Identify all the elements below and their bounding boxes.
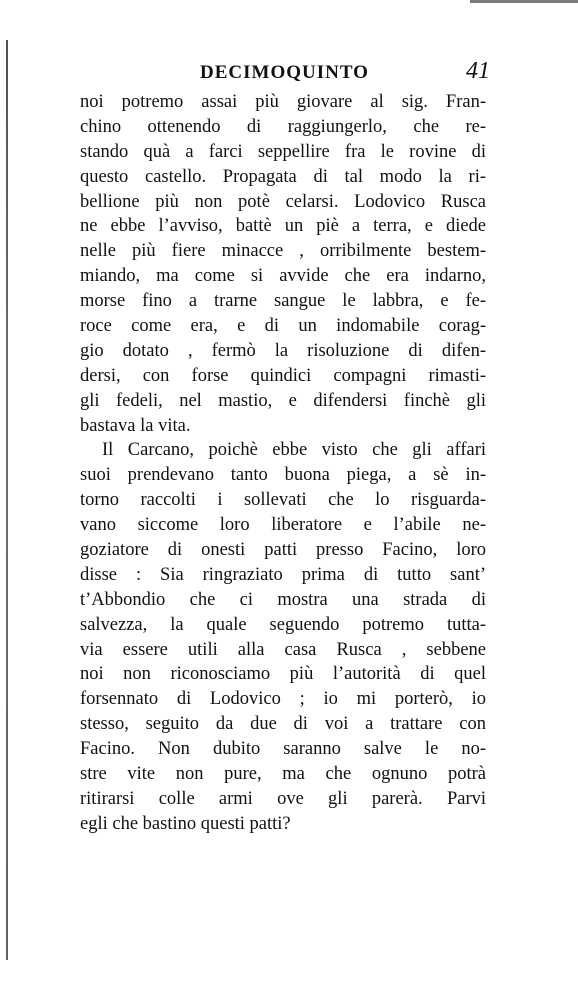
text-line: ritirarsi colle armi ove gli parerà. Parvi [80, 788, 486, 809]
text-line: gio dotato , fermò la risoluzione di difen- [80, 340, 486, 361]
page-edge-shadow [6, 40, 8, 960]
page-top-edge [470, 0, 578, 3]
page-number: 41 [466, 58, 490, 84]
text-line: bastava la vita. [80, 415, 191, 436]
text-line: morse fino a trarne sangue le labbra, e fe- [80, 291, 486, 312]
text-line: stre vite non pure, ma che ognuno potrà [80, 764, 486, 785]
paragraph-1 [80, 90, 486, 438]
text-line: vano siccome loro liberatore e l’abile ne- [80, 515, 486, 536]
text-line: torno raccolti i sollevati che lo risguarda- [80, 490, 486, 511]
text-line: via essere utili alla casa Rusca , sebbene [80, 639, 486, 660]
text-line: disse : Sia ringraziato prima di tutto sant’ [80, 564, 486, 585]
text-line: nelle più fiere minacce , orribilmente bestem- [80, 241, 486, 262]
body-text [80, 90, 486, 837]
text-line: gli fedeli, nel mastio, e difendersi finchè gli [80, 390, 486, 411]
running-title: DECIMOQUINTO [200, 62, 369, 83]
text-line: ne ebbe l’avviso, battè un piè a terra, e diede [80, 216, 486, 237]
text-line: chino ottenendo di raggiungerlo, che re- [80, 116, 486, 137]
text-line: t’Abbondio che ci mostra una strada di [80, 589, 486, 610]
text-line: Il Carcano, poichè ebbe visto che gli affari [102, 440, 486, 461]
text-line: miando, ma come si avvide che era indarno, [80, 266, 486, 287]
text-line: suoi prendevano tanto buona piega, a sè in- [80, 465, 486, 486]
text-line: questo castello. Propagata di tal modo la ri- [80, 166, 486, 187]
text-line: goziatore di onesti patti presso Facino, loro [80, 540, 486, 561]
text-line: noi potremo assai più giovare al sig. Fran- [80, 92, 486, 112]
text-line: egli che bastino questi patti? [80, 813, 291, 834]
text-line: stesso, seguito da due di voi a trattare con [80, 714, 486, 735]
text-line: salvezza, la quale seguendo potremo tutta- [80, 614, 486, 635]
text-line: bellione più non potè celarsi. Lodovico Rusca [80, 191, 486, 212]
text-line: Facino. Non dubito saranno salve le no- [80, 739, 486, 760]
paragraph-2 [80, 438, 486, 836]
text-line: roce come era, e di un indomabile corag- [80, 316, 486, 337]
running-head [80, 58, 490, 88]
text-line: forsennato di Lodovico ; io mi porterò, io [80, 689, 486, 710]
text-line: noi non riconosciamo più l’autorità di quel [80, 664, 486, 685]
text-line: stando quà a farci seppellire fra le rovine di [80, 141, 486, 162]
text-line: dersi, con forse quindici compagni rimasti- [80, 365, 486, 386]
